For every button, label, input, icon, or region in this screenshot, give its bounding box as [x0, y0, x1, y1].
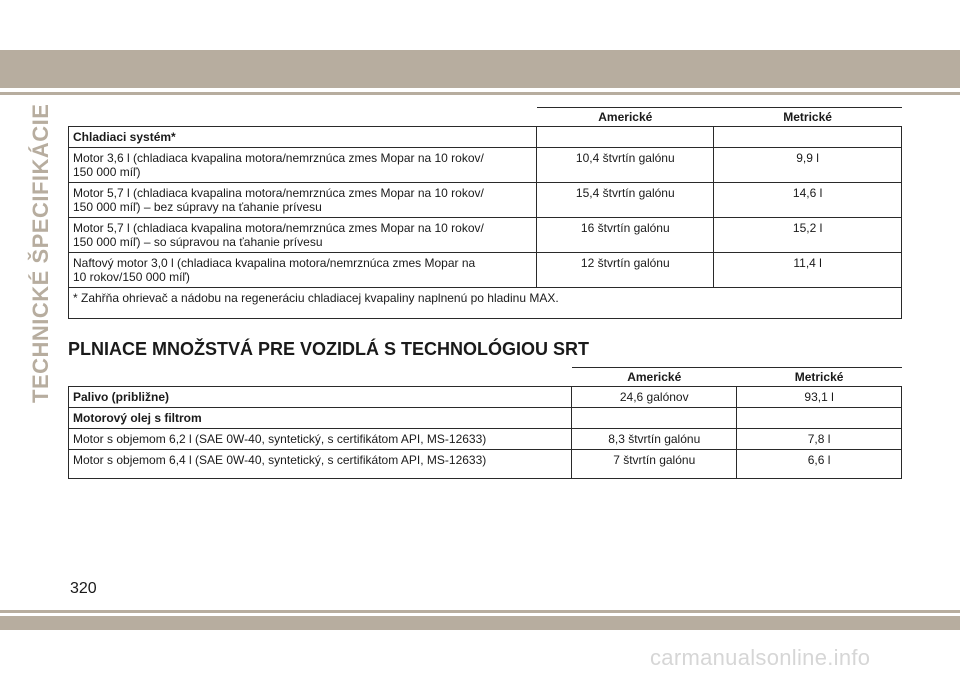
- value-american: 24,6 galónov: [572, 387, 737, 408]
- table-row: [69, 183, 902, 218]
- column-header-american: Americké: [572, 368, 737, 387]
- value-metric: 15,2 l: [714, 218, 902, 253]
- value-metric: 9,9 l: [714, 148, 902, 183]
- value-american: 7 štvrtín galónu: [572, 450, 737, 479]
- value-american: 8,3 štvrtín galónu: [572, 429, 737, 450]
- row-description: Motor 5,7 l (chladiaca kvapalina motora/nemrznúca zmes Mopar na 10 rokov/: [73, 186, 484, 200]
- row-description: Naftový motor 3,0 l (chladiaca kvapalina motora/nemrznúca zmes Mopar na: [73, 256, 476, 270]
- footer-rule: [0, 610, 960, 613]
- column-header-metric: Metrické: [714, 108, 902, 127]
- value-american: 15,4 štvrtín galónu: [537, 183, 714, 218]
- table-row: [69, 429, 902, 450]
- row-description-cont: 150 000 míľ) – so súpravou na ťahanie prívesu: [73, 235, 323, 249]
- section-title: PLNIACE MNOŽSTVÁ PRE VOZIDLÁ S TECHNOLÓGIOU SRT: [68, 339, 590, 359]
- side-chapter-title: TECHNICKÉ ŠPECIFIKÁCIE: [28, 103, 53, 403]
- footnote: * Zahřňa ohrievač a nádobu na regeneráciu chladiacej kvapaliny naplnenú po hladinu MAX.: [69, 288, 902, 319]
- table-row: [69, 218, 902, 253]
- section-row-engine-oil: [69, 408, 902, 429]
- watermark: carmanualsonline.info: [650, 645, 871, 670]
- row-description-cont: 150 000 míľ): [73, 165, 141, 179]
- fuel-row: [69, 387, 902, 408]
- value-metric: 14,6 l: [714, 183, 902, 218]
- column-header-american: Americké: [537, 108, 714, 127]
- row-description: Motor 3,6 l (chladiaca kvapalina motora/nemrznúca zmes Mopar na 10 rokov/: [73, 151, 484, 165]
- footnote-row: [69, 288, 902, 319]
- table-header-row: [69, 368, 902, 387]
- value-metric: 93,1 l: [737, 387, 902, 408]
- table-header-row: [69, 108, 902, 127]
- section-row-cooling-system: [69, 127, 902, 148]
- row-description-cont: 150 000 míľ) – bez súpravy na ťahanie prívesu: [73, 200, 322, 214]
- value-metric: 6,6 l: [737, 450, 902, 479]
- row-description: Motor 5,7 l (chladiaca kvapalina motora/nemrznúca zmes Mopar na 10 rokov/: [73, 221, 484, 235]
- column-header-metric: Metrické: [737, 368, 902, 387]
- section-label: Motorový olej s filtrom: [69, 408, 572, 429]
- value-american: 10,4 štvrtín galónu: [537, 148, 714, 183]
- coolant-capacity-table: [68, 107, 902, 319]
- table-row: [69, 253, 902, 288]
- row-description: Motor s objemom 6,2 l (SAE 0W-40, syntetický, s certifikátom API, MS-12633): [69, 429, 572, 450]
- section-label: Chladiaci systém*: [69, 127, 537, 148]
- page-number: 320: [70, 580, 97, 597]
- footer-band: [0, 616, 960, 630]
- value-american: 16 štvrtín galónu: [537, 218, 714, 253]
- value-metric: 7,8 l: [737, 429, 902, 450]
- header-rule: [0, 92, 960, 95]
- table-row: [69, 148, 902, 183]
- row-description-cont: 10 rokov/150 000 míľ): [73, 270, 190, 284]
- srt-capacity-table: [68, 367, 902, 479]
- row-description: Motor s objemom 6,4 l (SAE 0W-40, syntetický, s certifikátom API, MS-12633): [69, 450, 572, 479]
- value-american: 12 štvrtín galónu: [537, 253, 714, 288]
- value-metric: 11,4 l: [714, 253, 902, 288]
- fuel-label: Palivo (približne): [69, 387, 572, 408]
- table-row: [69, 450, 902, 479]
- header-band: [0, 50, 960, 88]
